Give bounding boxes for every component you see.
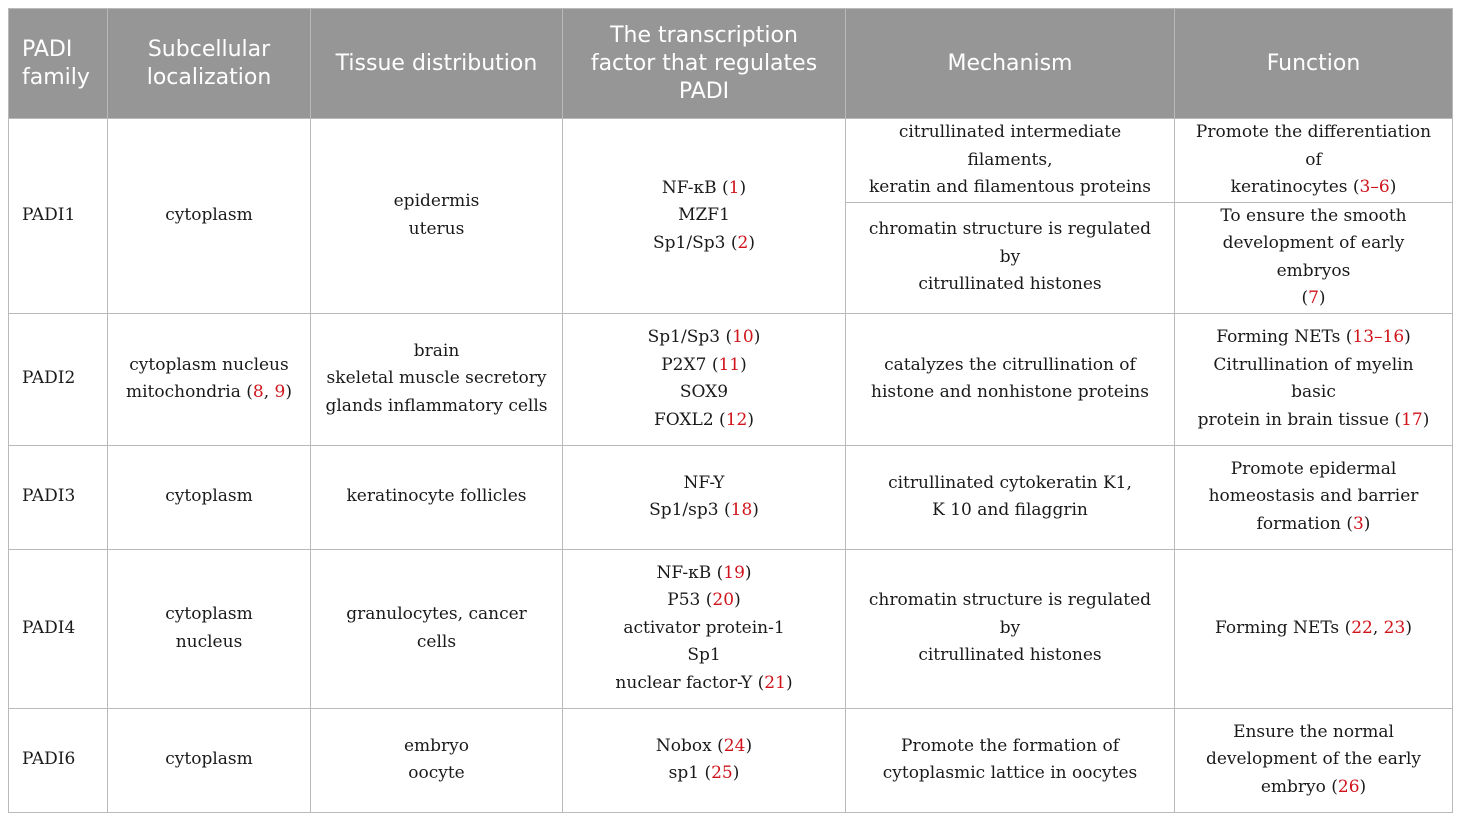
line-text: Nobox xyxy=(655,735,712,756)
cell-localization xyxy=(108,549,311,708)
cell-line xyxy=(1189,230,1438,285)
cell-line: Tissue distribution xyxy=(335,50,538,76)
padi-family-table xyxy=(8,8,1453,813)
cell-line: P2X7 (11) xyxy=(661,354,747,375)
line-text: Forming NETs xyxy=(1215,617,1340,638)
reference-link[interactable]: 3–6 xyxy=(1359,177,1390,197)
reference-link[interactable]: 18 xyxy=(730,500,753,520)
header-transcription-factor xyxy=(563,9,846,119)
cell-line: sp1 (25) xyxy=(668,763,740,783)
cell-localization xyxy=(108,313,311,445)
cell-localization xyxy=(108,119,311,314)
cell-line: keratin and filamentous proteins xyxy=(868,177,1152,197)
cell-line: Subcellular xyxy=(147,36,271,62)
cell-line: Sp1/Sp3 (10) xyxy=(647,327,761,347)
cell-mechanism xyxy=(846,202,1175,313)
line-text: nuclear factor-Y xyxy=(615,672,753,693)
line-text: NF-κB xyxy=(656,562,712,583)
header-mechanism xyxy=(846,9,1175,119)
reference-link[interactable]: 26 xyxy=(1337,776,1360,797)
line-text: keratinocytes xyxy=(1230,177,1348,197)
cell-line xyxy=(1189,119,1438,174)
cell-line: chromatin structure is regulated by xyxy=(868,219,1152,267)
reference-link[interactable]: 22 xyxy=(1351,617,1373,638)
cell-line xyxy=(577,642,831,670)
cell-mechanism xyxy=(846,119,1175,203)
line-text: FOXL2 xyxy=(654,409,714,430)
table-row-padi4 xyxy=(9,549,1453,708)
reference-link[interactable]: 7 xyxy=(1308,288,1319,308)
cell-family: PADI1 xyxy=(9,119,108,314)
cell-transcription-factor xyxy=(563,119,846,314)
line-text: MZF1 xyxy=(678,205,730,225)
reference-link[interactable]: 21 xyxy=(764,672,786,693)
cell-transcription-factor xyxy=(563,445,846,549)
cell-line: Promote the formation of xyxy=(901,735,1119,756)
cell-transcription-factor xyxy=(563,549,846,708)
cell-line: Forming NETs (22, 23) xyxy=(1215,617,1412,638)
header-function xyxy=(1175,9,1453,119)
table-row-padi6 xyxy=(9,708,1453,812)
cell-line: citrullinated histones xyxy=(918,274,1102,295)
cell-function xyxy=(1175,202,1453,313)
cell-family: PADI3 xyxy=(9,445,108,549)
table-row-padi3 xyxy=(9,445,1453,549)
line-text: Sp1/Sp3 xyxy=(653,232,726,253)
reference-link[interactable]: 8 xyxy=(252,382,264,402)
cell-line: cytoplasm xyxy=(165,749,253,770)
cell-line: Sp1/sp3 (18) xyxy=(649,500,759,520)
cell-line xyxy=(577,470,831,498)
cell-line xyxy=(577,379,831,407)
header-row xyxy=(9,9,1453,119)
reference-link[interactable]: 3 xyxy=(1352,513,1364,534)
cell-function xyxy=(1175,119,1453,203)
line-text: activator protein-1 xyxy=(623,617,785,638)
cell-line: Sp1/Sp3 (2) xyxy=(653,232,755,253)
cell-line: K 10 and filaggrin xyxy=(932,500,1088,520)
reference-link[interactable]: 9 xyxy=(274,382,286,402)
cell-line: citrullinated intermediate filaments, xyxy=(898,122,1122,170)
cell-mechanism xyxy=(846,445,1175,549)
cell-line xyxy=(1189,203,1438,231)
cell-tissue xyxy=(311,445,563,549)
cell-family: PADI6 xyxy=(9,708,108,812)
cell-family: PADI2 xyxy=(9,313,108,445)
cell-line: PADI xyxy=(678,78,730,104)
cell-line: Nobox (24) xyxy=(655,735,753,756)
cell-transcription-factor xyxy=(563,708,846,812)
cell-function xyxy=(1175,708,1453,812)
line-text: mitochondria xyxy=(125,382,241,402)
line-text: sp1 xyxy=(668,763,700,783)
cell-line: skeletal muscle secretory xyxy=(326,368,547,389)
cell-line: nuclear factor-Y (21) xyxy=(615,672,793,693)
cell-line: factor that regulates xyxy=(590,50,818,76)
cell-line: cytoplasm xyxy=(165,205,253,225)
cell-line: brain xyxy=(413,340,460,361)
header-tissue-distribution xyxy=(311,9,563,119)
line-text: Forming NETs xyxy=(1216,327,1341,347)
cell-tissue xyxy=(311,549,563,708)
cell-line: keratinocytes (3–6) xyxy=(1230,177,1397,197)
reference-link[interactable]: 20 xyxy=(712,590,735,611)
reference-link[interactable]: 19 xyxy=(723,562,745,583)
cell-line: The transcription xyxy=(610,22,798,48)
cell-line: histone and nonhistone proteins xyxy=(871,382,1149,402)
cell-line xyxy=(1189,352,1438,407)
cell-line: epidermis xyxy=(393,191,480,212)
table-row-padi2 xyxy=(9,313,1453,445)
cell-function xyxy=(1175,313,1453,445)
cell-line: protein in brain tissue (17) xyxy=(1197,409,1430,430)
cell-line: P53 (20) xyxy=(667,590,741,611)
line-text: Citrullination of myelin basic xyxy=(1213,354,1414,402)
cell-localization xyxy=(108,708,311,812)
cell-line: Mechanism xyxy=(947,50,1073,76)
line-text: homeostasis and barrier xyxy=(1208,486,1419,507)
line-text: SOX9 xyxy=(679,382,729,402)
reference-link[interactable]: 1 xyxy=(728,177,740,198)
line-text: Ensure the normal xyxy=(1233,721,1394,742)
cell-line: localization xyxy=(146,64,272,90)
line-text: Promote the differentiation of xyxy=(1195,122,1432,170)
cell-line: NF-κB (1) xyxy=(661,177,747,198)
cell-line: embryo (26) xyxy=(1260,776,1367,797)
cell-mechanism xyxy=(846,313,1175,445)
cell-line: Function xyxy=(1266,50,1361,76)
reference-link[interactable]: 12 xyxy=(725,409,748,430)
cell-line: formation (3) xyxy=(1256,513,1371,534)
line-text: Sp1 xyxy=(687,645,721,666)
cell-mechanism xyxy=(846,549,1175,708)
cell-line: (7) xyxy=(1301,288,1326,308)
cell-line: family xyxy=(22,64,90,90)
cell-line xyxy=(577,202,831,230)
line-text: development of the early xyxy=(1205,749,1422,770)
cell-line: cytoplasm xyxy=(165,604,253,624)
line-text: cytoplasm nucleus xyxy=(129,354,289,375)
table-row-padi1 xyxy=(9,119,1453,203)
cell-line: granulocytes, cancer cells xyxy=(346,604,527,652)
cell-line xyxy=(1189,746,1438,774)
cell-line: catalyzes the citrullination of xyxy=(884,354,1136,375)
cell-line: cytoplasm xyxy=(165,486,253,507)
reference-link[interactable]: 17 xyxy=(1401,409,1423,430)
line-text: Sp1/Sp3 xyxy=(647,327,721,347)
cell-line: NF-κB (19) xyxy=(656,562,752,583)
cell-family: PADI4 xyxy=(9,549,108,708)
line-text: development of early embryos xyxy=(1222,233,1405,281)
cell-line: nucleus xyxy=(175,631,243,652)
cell-line: glands inflammatory cells xyxy=(325,395,548,416)
reference-link[interactable]: 13–16 xyxy=(1352,327,1405,347)
cell-function xyxy=(1175,549,1453,708)
cell-line: keratinocyte follicles xyxy=(346,486,527,507)
cell-line: citrullinated histones xyxy=(918,645,1102,666)
cell-line xyxy=(577,615,831,643)
reference-link[interactable]: 25 xyxy=(711,763,733,783)
cell-line: Forming NETs (13–16) xyxy=(1216,327,1411,347)
line-text: NF-κB xyxy=(661,177,717,198)
cell-tissue xyxy=(311,708,563,812)
line-text: protein in brain tissue xyxy=(1197,409,1390,430)
cell-line: mitochondria (8, 9) xyxy=(125,382,292,402)
line-text: P2X7 xyxy=(661,354,707,375)
reference-link[interactable]: 11 xyxy=(718,354,741,375)
cell-line: FOXL2 (12) xyxy=(654,409,754,430)
reference-link[interactable]: 23 xyxy=(1383,617,1406,638)
header-subcellular-localization xyxy=(108,9,311,119)
line-text: Promote epidermal xyxy=(1230,458,1397,479)
cell-line: uterus xyxy=(408,218,465,239)
cell-line xyxy=(1189,719,1438,747)
line-text: formation xyxy=(1256,513,1341,534)
reference-link[interactable]: 2 xyxy=(737,232,749,253)
cell-line: cytoplasmic lattice in oocytes xyxy=(882,763,1138,783)
cell-line: PADI xyxy=(22,36,73,62)
cell-line: oocyte xyxy=(408,763,465,783)
line-text: embryo xyxy=(1260,776,1326,797)
cell-line: embryo xyxy=(403,735,470,756)
cell-transcription-factor xyxy=(563,313,846,445)
cell-line xyxy=(1189,456,1438,484)
header-padi-family xyxy=(9,9,108,119)
line-text: NF-Y xyxy=(683,472,725,493)
cell-function xyxy=(1175,445,1453,549)
cell-line: citrullinated cytokeratin K1, xyxy=(888,472,1132,493)
table-container xyxy=(8,8,1452,813)
cell-tissue xyxy=(311,313,563,445)
cell-localization xyxy=(108,445,311,549)
cell-mechanism xyxy=(846,708,1175,812)
cell-tissue xyxy=(311,119,563,314)
cell-line: chromatin structure is regulated by xyxy=(868,590,1152,638)
line-text: Sp1/sp3 xyxy=(649,500,719,520)
reference-link[interactable]: 10 xyxy=(732,327,754,347)
line-text: To ensure the smooth xyxy=(1220,205,1407,226)
cell-line xyxy=(122,352,296,380)
line-text: P53 xyxy=(667,590,701,611)
reference-link[interactable]: 24 xyxy=(723,735,746,756)
cell-line xyxy=(1189,483,1438,511)
